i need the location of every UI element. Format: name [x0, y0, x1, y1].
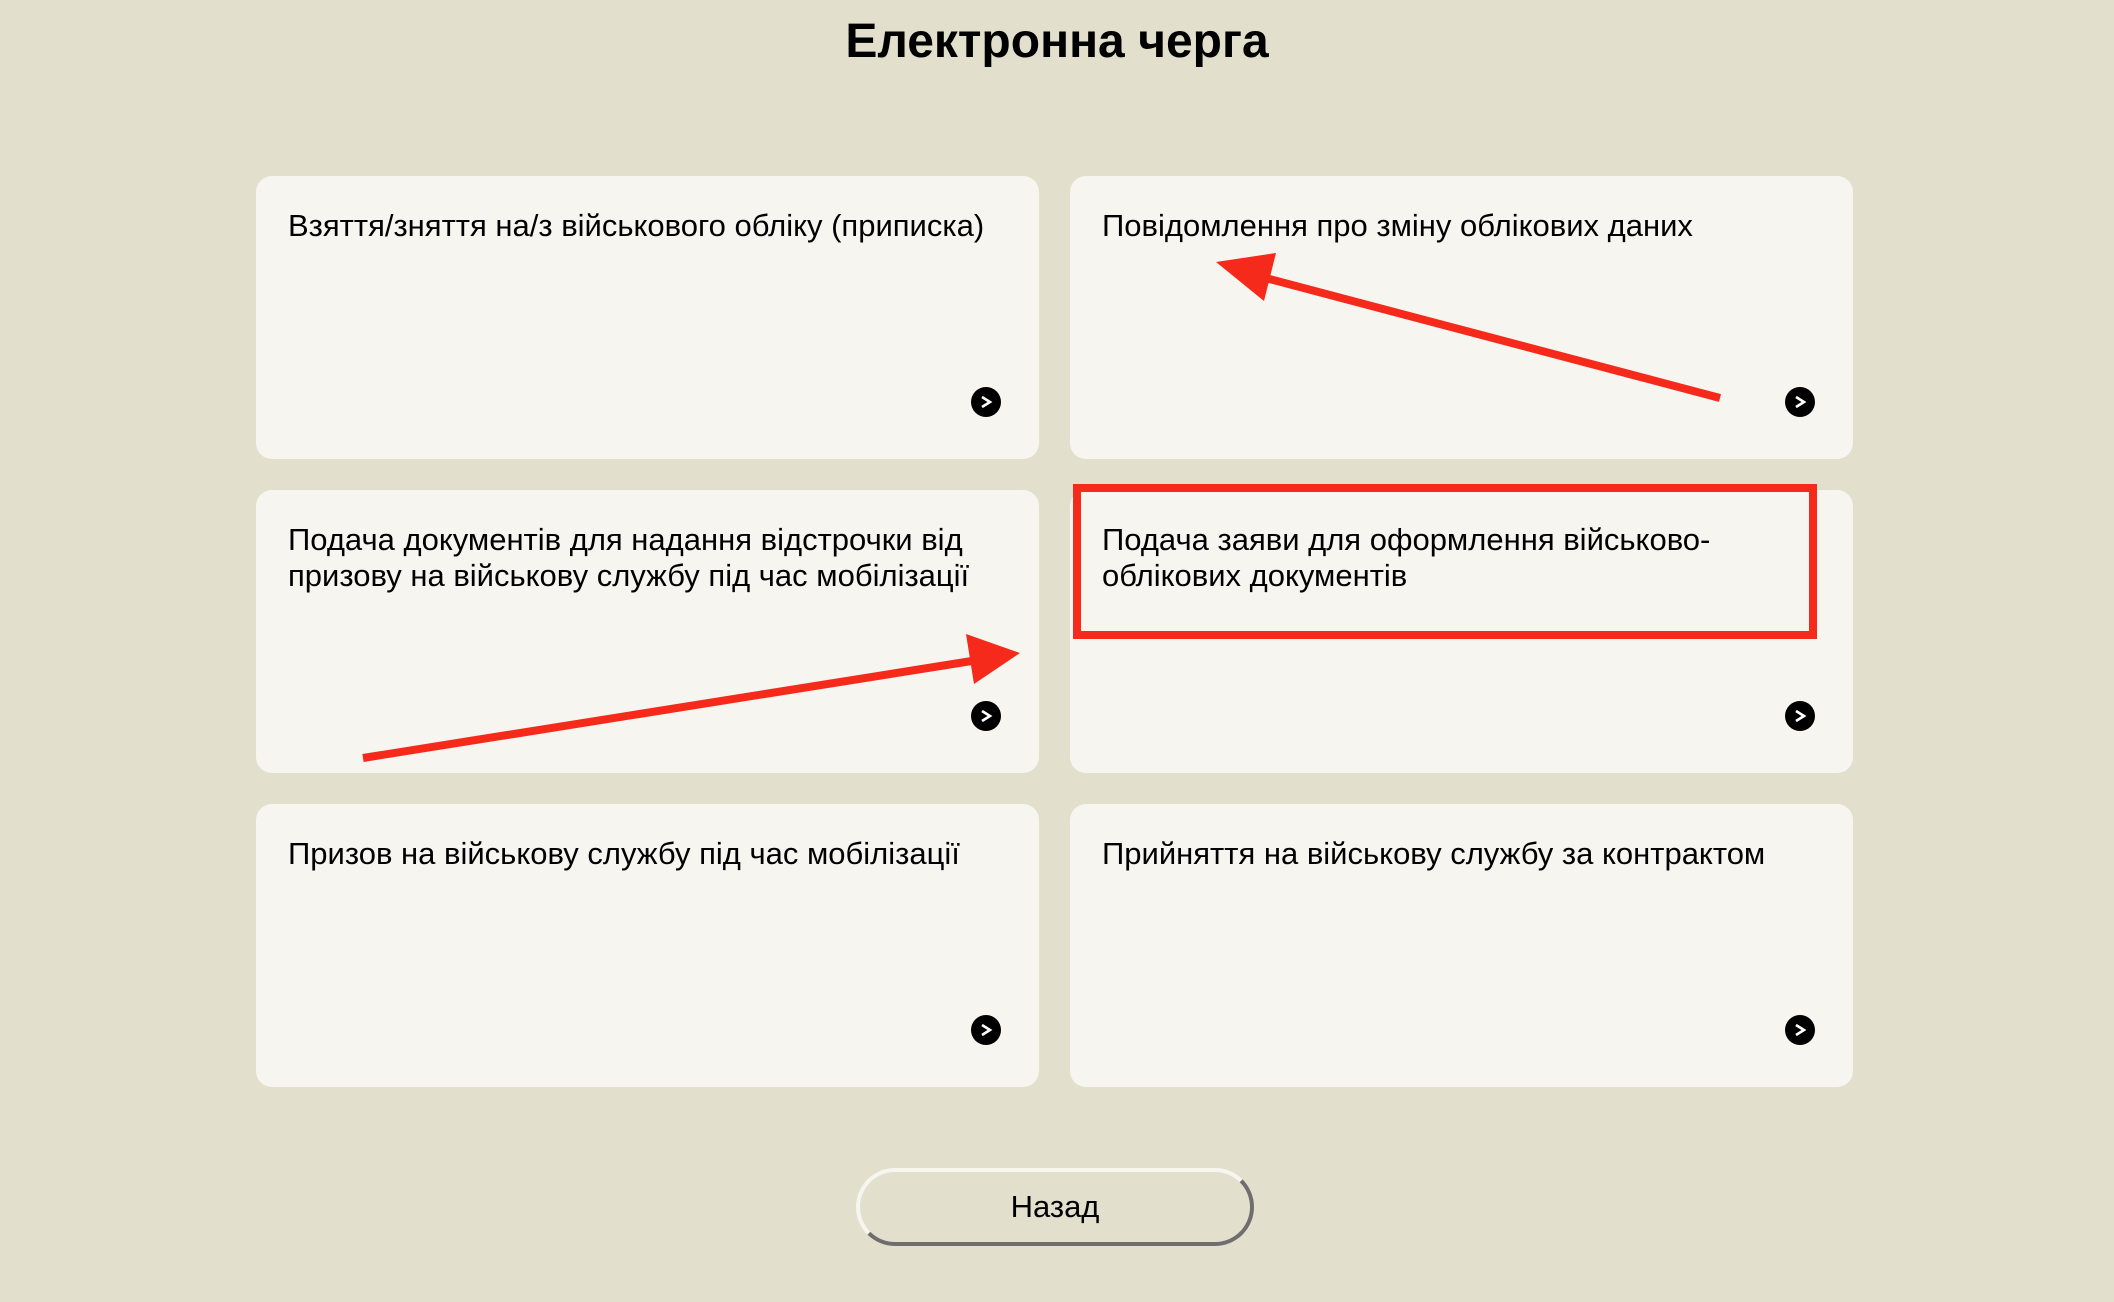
chevron-right-circle-icon [971, 1015, 1001, 1045]
service-card-label: Призов на військову службу під час мобілізації [288, 836, 960, 871]
service-card-data-change[interactable] [1070, 176, 1853, 459]
back-button[interactable]: Назад [856, 1168, 1254, 1246]
page-title: Електронна черга [845, 15, 1269, 68]
chevron-right-circle-icon [971, 701, 1001, 731]
chevron-right-circle-icon [971, 387, 1001, 417]
chevron-right-circle-icon [1785, 701, 1815, 731]
chevron-right-circle-icon [1785, 1015, 1815, 1045]
service-card-deferment[interactable] [256, 490, 1039, 773]
service-card-registration[interactable] [256, 176, 1039, 459]
chevron-right-circle-icon [1785, 387, 1815, 417]
service-card-label: Взяття/зняття на/з військового обліку (приписка) [288, 208, 985, 243]
service-card-label: Подача документів для надання відстрочки від призову на військову службу під час мобілізації [288, 522, 970, 593]
service-card-label: Прийняття на військову службу за контрактом [1102, 836, 1766, 871]
service-card-contract[interactable] [1070, 804, 1853, 1087]
service-card-military-documents[interactable] [1070, 490, 1853, 773]
service-card-mobilization[interactable] [256, 804, 1039, 1087]
service-card-label: Повідомлення про зміну облікових даних [1102, 208, 1693, 243]
service-card-label: Подача заяви для оформлення військово-облікових документів [1102, 522, 1711, 593]
